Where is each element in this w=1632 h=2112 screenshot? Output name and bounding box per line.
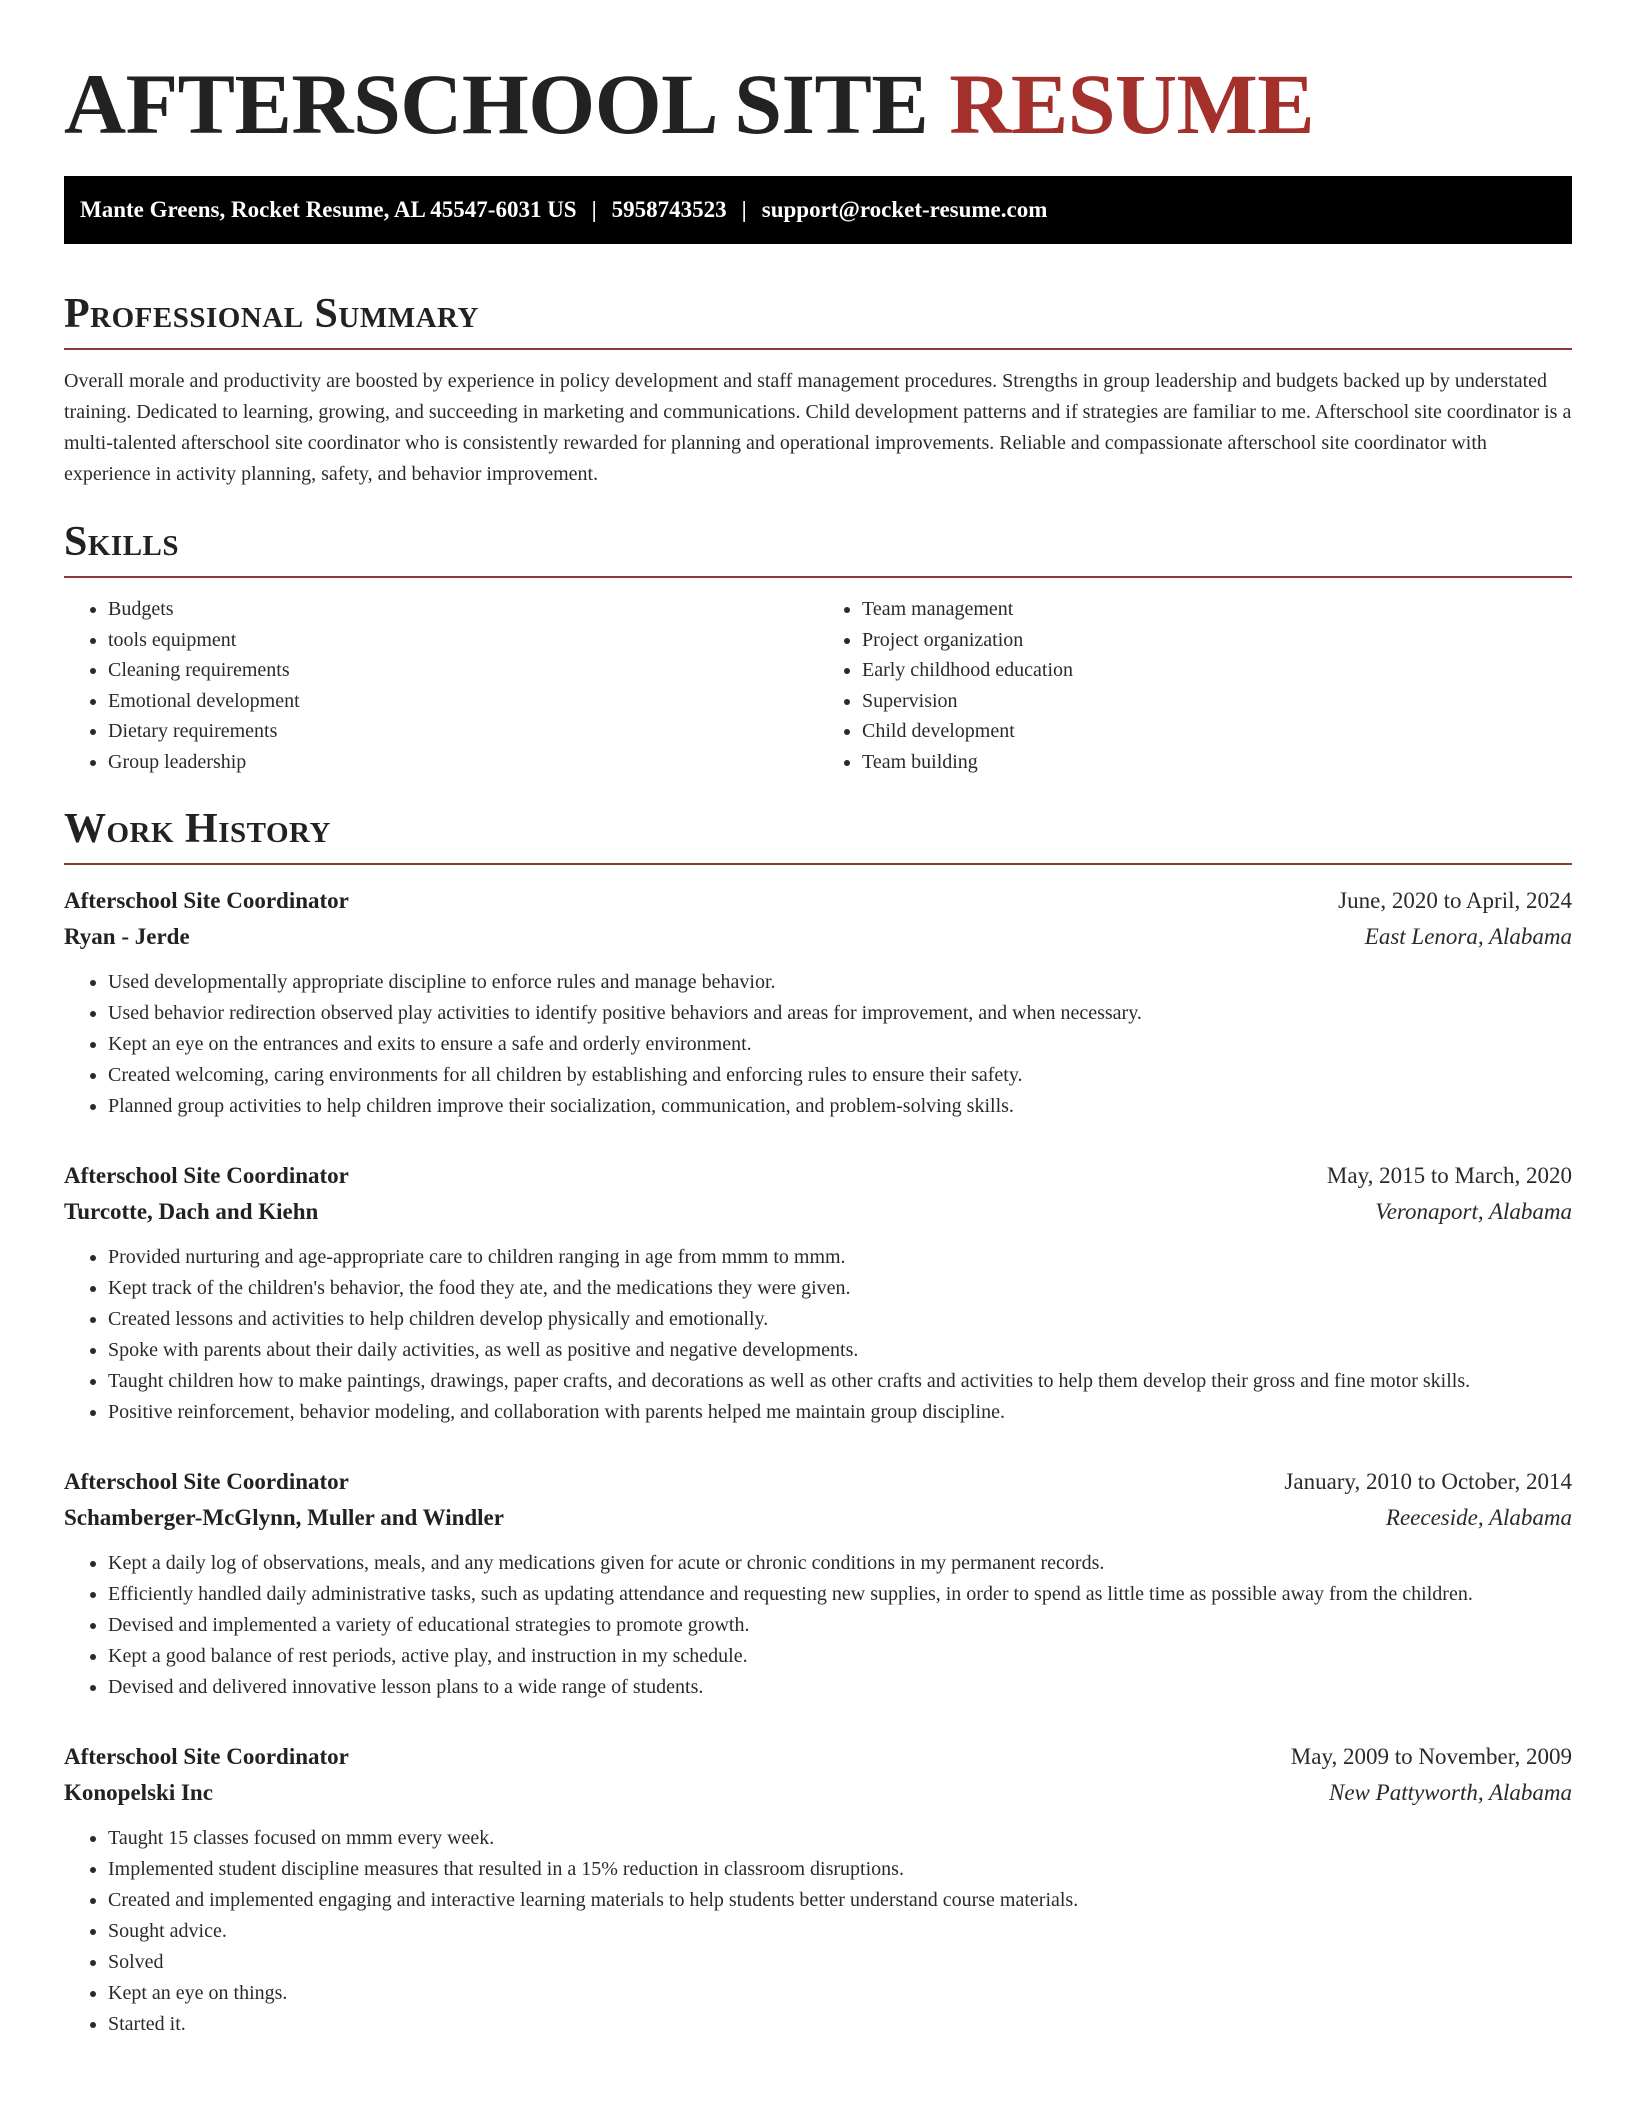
skills-list [64,594,1572,777]
skill-item: • Supervision [862,686,1572,717]
job-dates: June, 2020 to April, 2024 [1338,888,1572,913]
job-company-row [64,1500,1572,1536]
job-bullet: • Created welcoming, caring environments for all children by establishing and enforcing rules to ensure their safety. [108,1060,1572,1091]
job-location: Veronaport, Alabama [1375,1199,1572,1224]
job-bullet: • Devised and implemented a variety of educational strategies to promote growth. [108,1610,1572,1641]
skill-item: • Team management [862,594,1572,625]
job-location: East Lenora, Alabama [1364,924,1572,949]
job-entry [64,1158,1572,1428]
job-bullet: • Used behavior redirection observed play activities to identify positive behaviors and areas for improvement, and when necessary. [108,998,1572,1029]
job-company: Konopelski Inc [64,1780,213,1805]
skills-column-right [818,594,1572,777]
skill-item: • Team building [862,747,1572,778]
title-main: AFTERSCHOOL SITE [64,56,929,152]
contact-separator: | [741,197,747,222]
job-title: Afterschool Site Coordinator [64,1163,349,1188]
job-location: New Pattyworth, Alabama [1329,1780,1572,1805]
job-bullets [64,1242,1572,1428]
job-bullets [64,967,1572,1122]
job-title: Afterschool Site Coordinator [64,1744,349,1769]
job-company-row [64,1194,1572,1230]
skill-item: • Project organization [862,625,1572,656]
job-bullet: • Kept an eye on things. [108,1978,1572,2009]
job-dates: May, 2009 to November, 2009 [1290,1744,1572,1769]
job-location: Reeceside, Alabama [1385,1505,1572,1530]
job-dates: January, 2010 to October, 2014 [1284,1469,1572,1494]
job-bullet: • Devised and delivered innovative lesson plans to a wide range of students. [108,1672,1572,1703]
title-accent: RESUME [949,56,1315,152]
skill-item: • tools equipment [108,625,818,656]
job-header-row [64,1158,1572,1194]
summary-heading: Professional Summary [64,288,1572,350]
job-bullet: • Sought advice. [108,1916,1572,1947]
job-bullet: • Taught 15 classes focused on mmm every week. [108,1823,1572,1854]
job-bullet: • Started it. [108,2009,1572,2040]
skill-item: • Budgets [108,594,818,625]
job-bullet: • Positive reinforcement, behavior modeling, and collaboration with parents helped me maintain group discipline. [108,1397,1572,1428]
job-company-row [64,919,1572,955]
job-bullets [64,1823,1572,2040]
contact-address: Mante Greens, Rocket Resume, AL 45547-6031 US [80,197,577,222]
contact-bar [64,176,1572,244]
job-bullet: • Taught children how to make paintings, drawings, paper crafts, and decorations as well as other crafts and activities to help them develop their gross and fine motor skills. [108,1366,1572,1397]
job-company: Schamberger-McGlynn, Muller and Windler [64,1505,504,1530]
job-company-row [64,1775,1572,1811]
skills-column-left [64,594,818,777]
job-entry [64,1739,1572,2040]
work-history-heading: Work History [64,803,1572,865]
job-company: Ryan - Jerde [64,924,190,949]
job-company: Turcotte, Dach and Kiehn [64,1199,319,1224]
job-bullet: • Created and implemented engaging and interactive learning materials to help students better understand course materials. [108,1885,1572,1916]
job-header-row [64,1464,1572,1500]
skill-item: • Dietary requirements [108,716,818,747]
job-header-row [64,883,1572,919]
job-title: Afterschool Site Coordinator [64,1469,349,1494]
job-entry [64,883,1572,1122]
resume-page [64,54,1572,2040]
summary-text: Overall morale and productivity are boosted by experience in policy development and staff management procedures. Strengths in group leadership and budgets backed up by understated training. Dedicated to learning, growing, and succeeding in marketing and communications. Child development patterns and if strategies are familiar to me. Afterschool site coordinator is a multi-talented afterschool site coordinator who is consistently rewarded for planning and operational improvements. Reliable and compassionate afterschool site coordinator with experience in activity planning, safety, and behavior improvement. [64,370,1572,485]
skill-item: • Child development [862,716,1572,747]
skill-item: • Early childhood education [862,655,1572,686]
job-title: Afterschool Site Coordinator [64,888,349,913]
job-bullet: • Created lessons and activities to help children develop physically and emotionally. [108,1304,1572,1335]
job-bullet: • Spoke with parents about their daily activities, as well as positive and negative developments. [108,1335,1572,1366]
skill-item: • Group leadership [108,747,818,778]
job-bullets [64,1548,1572,1703]
job-bullet: • Kept track of the children's behavior, the food they ate, and the medications they were given. [108,1273,1572,1304]
skill-item: • Emotional development [108,686,818,717]
job-bullet: • Implemented student discipline measures that resulted in a 15% reduction in classroom disruptions. [108,1854,1572,1885]
job-bullet: • Kept a good balance of rest periods, active play, and instruction in my schedule. [108,1641,1572,1672]
job-bullet: • Provided nurturing and age-appropriate care to children ranging in age from mmm to mmm. [108,1242,1572,1273]
resume-title [64,54,1572,154]
contact-email[interactable]: support@rocket-resume.com [761,197,1048,222]
job-bullet: • Kept an eye on the entrances and exits to ensure a safe and orderly environment. [108,1029,1572,1060]
job-bullet: • Used developmentally appropriate discipline to enforce rules and manage behavior. [108,967,1572,998]
job-header-row [64,1739,1572,1775]
job-entry [64,1464,1572,1703]
skills-heading: Skills [64,516,1572,578]
job-dates: May, 2015 to March, 2020 [1326,1163,1572,1188]
job-bullet: • Efficiently handled daily administrative tasks, such as updating attendance and requesting new supplies, in order to spend as little time as possible away from the children. [108,1579,1572,1610]
contact-separator: | [591,197,597,222]
job-bullet: • Planned group activities to help children improve their socialization, communication, and problem-solving skills. [108,1091,1572,1122]
job-bullet: • Kept a daily log of observations, meals, and any medications given for acute or chronic conditions in my permanent records. [108,1548,1572,1579]
job-bullet: • Solved [108,1947,1572,1978]
skill-item: • Cleaning requirements [108,655,818,686]
contact-phone: 5958743523 [611,197,727,222]
